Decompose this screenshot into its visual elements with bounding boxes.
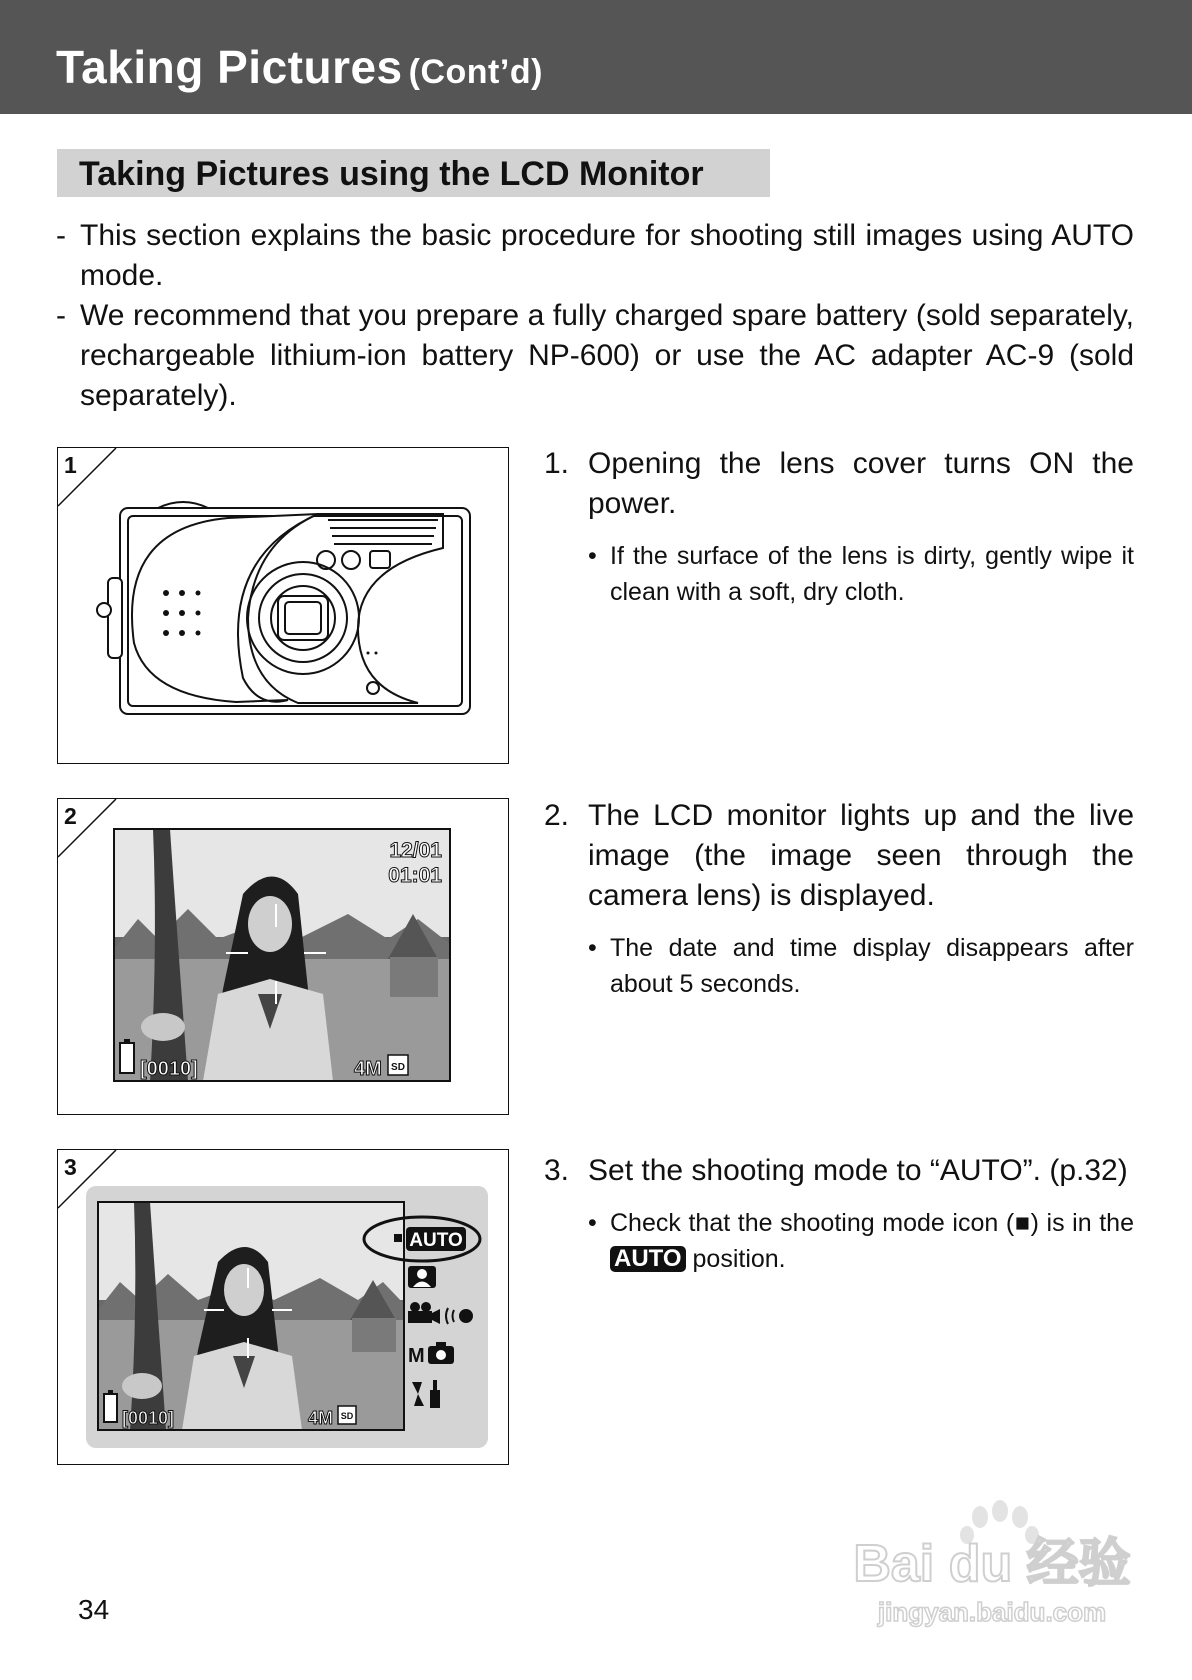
section-heading-bar [57,149,770,197]
step-body: Set the shooting mode to “AUTO”. (p.32) [588,1154,1128,1187]
intro-dash: - [56,219,66,252]
bullet-icon: • [588,934,597,962]
figure-2 [57,798,509,1115]
step-1 [544,444,1134,610]
step-number: 3. [544,1154,570,1187]
step-text [544,796,1134,916]
page-title [56,40,543,94]
watermark-url: jingyan.baidu.com [877,1597,1107,1627]
battery-icon [120,1039,134,1073]
step-note [544,538,1134,610]
lcd-frame-count: [0010] [122,1408,175,1428]
step-body: Opening the lens cover turns ON the power. [588,447,1134,520]
intro-item [56,216,1134,296]
auto-badge-icon: AUTO [610,1246,686,1272]
step-body: The LCD monitor lights up and the live image (the image seen through the camera lens) is displayed. [588,799,1134,912]
step-note-text-after: position. [692,1245,786,1273]
intro-text: This section explains the basic procedure for shooting still images using AUTO mode. [80,219,1134,292]
bullet-icon: • [588,1209,597,1237]
lcd-card: SD [340,1411,354,1421]
figure-number: 1 [64,452,77,478]
page-number: 34 [78,1594,110,1625]
baidu-watermark [842,1495,1142,1635]
step-note [544,930,1134,1002]
manual-mode-label: M [408,1345,425,1367]
figure-number: 2 [64,803,77,829]
lcd-frame-count: [0010] [140,1058,198,1080]
step-text [544,444,1134,524]
intro-text: We recommend that you prepare a fully charged spare battery (sold separately, rechargeable lithium-ion battery NP-600) or use the AC adapter AC-9 (sold separately). [80,299,1134,412]
step-note-text: The date and time display disappears after about 5 seconds. [610,934,1134,998]
lcd-live-view [58,799,508,1114]
page-title-subtitle: (Cont’d) [408,53,543,91]
bullet-icon: • [588,542,597,570]
step-3 [544,1151,1134,1277]
lcd-time: 01:01 [388,864,442,887]
figure-1 [57,447,509,764]
step-note-text-before: Check that the shooting mode icon (■) is in the [610,1209,1134,1237]
auto-mode-label: AUTO [409,1230,463,1251]
step-text [544,1151,1134,1191]
step-2 [544,796,1134,1002]
intro-list [56,216,1134,416]
figure-number: 3 [64,1154,77,1180]
page-header [0,0,1192,114]
mode-pointer-icon [394,1234,402,1242]
step-number: 2. [544,799,570,832]
page-title-main: Taking Pictures [56,41,403,93]
lcd-card: SD [391,1062,405,1073]
lcd-resolution: 4M [354,1058,382,1080]
portrait-mode-icon [408,1266,436,1288]
camera-illustration [58,448,508,763]
lcd-mode-menu-view [58,1150,508,1464]
step-number: 1. [544,447,570,480]
watermark-brand: Bai du 经验 [853,1535,1131,1593]
figure-3 [57,1149,509,1465]
intro-dash: - [56,299,66,332]
lcd-date: 12/01 [389,839,442,862]
lcd-resolution: 4M [308,1408,334,1428]
step-note [544,1205,1134,1277]
battery-icon [104,1390,117,1422]
section-heading: Taking Pictures using the LCD Monitor [79,155,704,193]
step-note-text: If the surface of the lens is dirty, gently wipe it clean with a soft, dry cloth. [610,542,1134,606]
intro-item [56,296,1134,416]
